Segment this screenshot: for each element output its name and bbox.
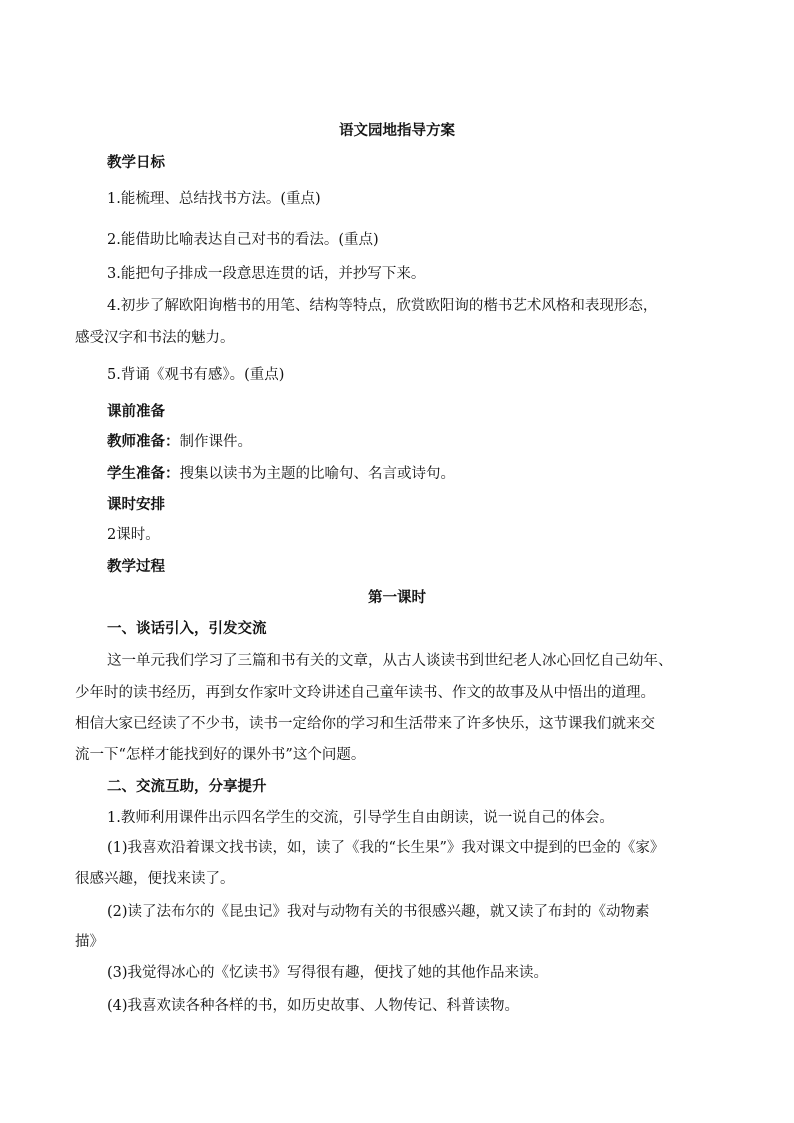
schedule-heading: 课时安排 (107, 496, 165, 513)
objective-2: 2.能借助比喻表达自己对书的看法。(重点) (107, 232, 379, 248)
part2-line-3: 很感兴趣，便找来读了。 (75, 871, 235, 887)
schedule-text: 2课时。 (107, 527, 160, 543)
student-prep-label: 学生准备： (107, 465, 180, 482)
part2-heading: 二、交流互助，分享提升 (107, 778, 267, 795)
objective-3: 3.能把句子排成一段意思连贯的话，并抄写下来。 (107, 266, 426, 282)
teacher-prep-label: 教师准备： (107, 433, 180, 450)
prep-heading: 课前准备 (107, 403, 165, 420)
part1-line-2: 少年时的读书经历，再到女作家叶文玲讲述自己童年读书、作文的故事及从中悟出的道理。 (75, 685, 655, 701)
part2-line-1: 1.教师利用课件出示四名学生的交流，引导学生自由朗读，说一说自己的体会。 (107, 810, 614, 826)
objective-4: 4.初步了解欧阳询楷书的用笔、结构等特点，欣赏欧阳询的楷书艺术风格和表现形态， (107, 298, 658, 314)
objective-5: 5.背诵《观书有感》。(重点) (107, 367, 285, 383)
part2-line-7: (4)我喜欢读各种各样的书，如历史故事、人物传记、科普读物。 (107, 998, 520, 1014)
part1-line-3: 相信大家已经读了不少书，读书一定给你的学习和生活带来了许多快乐，这节课我们就来交 (75, 716, 655, 732)
part2-line-2: (1)我喜欢沿着课文找书读，如，读了《我的“长生果”》我对课文中提到的巴金的《家》 (107, 840, 665, 856)
part1-line-4: 流一下“怎样才能找到好的课外书”这个问题。 (75, 747, 366, 763)
objective-4-cont: 感受汉字和书法的魅力。 (75, 330, 235, 346)
process-heading: 教学过程 (107, 558, 165, 575)
student-prep (107, 464, 717, 484)
part2-line-5: 描》 (75, 934, 104, 950)
teacher-prep-text: 制作课件。 (179, 434, 252, 450)
teacher-prep (107, 432, 717, 452)
part1-heading: 一、谈话引入，引发交流 (107, 620, 267, 637)
part2-line-4: (2)读了法布尔的《昆虫记》我对与动物有关的书很感兴趣，就又读了布封的《动物素 (107, 904, 650, 920)
objective-1: 1.能梳理、总结找书方法。(重点) (107, 191, 321, 207)
document-title: 语文园地指导方案 (339, 122, 455, 139)
student-prep-text: 搜集以读书为主题的比喻句、名言或诗句。 (179, 466, 455, 482)
objectives-heading: 教学日标 (107, 154, 165, 171)
lesson1-heading: 第一课时 (368, 589, 426, 606)
part1-line-1: 这一单元我们学习了三篇和书有关的文章，从古人谈读书到世纪老人冰心回忆自己幼年、 (107, 653, 673, 669)
part2-line-6: (3)我觉得冰心的《忆读书》写得很有趣，便找了她的其他作品来读。 (107, 965, 549, 981)
